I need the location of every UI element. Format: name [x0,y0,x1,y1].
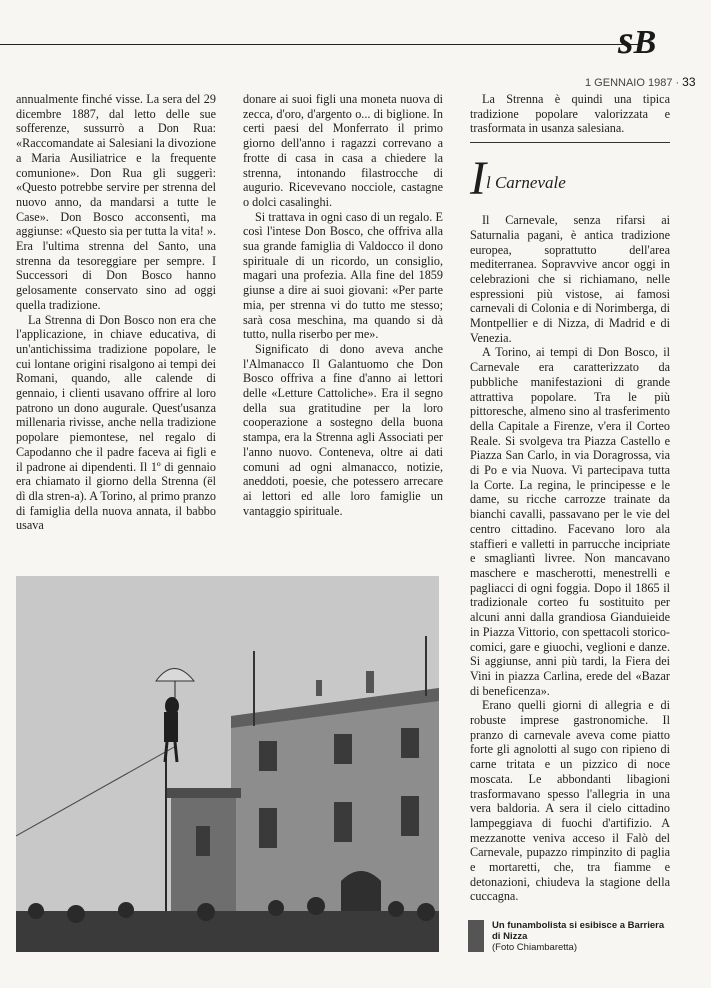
page-number: 33 [682,75,696,89]
column-3 [470,92,670,904]
paragraph: Significato di dono aveva anche l'Almanacco Il Galantuomo che Don Bosco offriva a fine d'anno ai lettori delle «Letture Cattoliche». Era il segno della sua gratitudine per la loro cooperazione a sostegno della buona stampa, era la Strenna agli Associati per l'anno nuovo. Conteneva, oltre ai dati comuni ad ogni almanacco, notizie, aneddoti, poesie, che potessero arrecare ai lettori ed alle loro famiglie un vantaggio spirituale. [243,341,443,518]
folio [585,75,696,89]
section-heading [470,152,670,206]
paragraph: Si trattava in ogni caso di un regalo. E così l'intese Don Bosco, che offriva alla sua grande famiglia di Valdocco il dono spirituale di un ricordo, un consiglio, magari una profezia. Alla fine del 1859 giunse a dire ai suoi giovani: «Per parte mia, per strenna vi do tutto me stesso; sarà cosa meschina, ma quando si dà tutto, nulla riserbo per me». [243,209,443,342]
paragraph: annualmente finché visse. La sera del 29 dicembre 1887, dal letto delle sue sofferenze, sussurrò a Don Rua: «Raccomandate ai Salesiani la divozione a Maria Ausiliatrice e la frequente comunione». Don Rua gli suggerì: «Questo potrebbe servire per strenna del nuovo anno, da mandarsi a tutte le Case». Don Bosco acconsentì, ma aggiunse: «Questo sia per tutta la vita! ». Era l'ultima strenna del Santo, una strenna da tesoreggiare per sempre. I Successori di Don Bosco hanno gelosamente conservato sino ad oggi quella tradizione. [16,92,216,312]
paragraph: donare ai suoi figli una moneta nuova di zecca, d'oro, d'argento o... di biglione. In certi paesi del Monferrato il primo giorno dell'anno i ragazzi correvano a frotte di casa in casa a chiedere la strenna, intonando filastrocche di augurio. Ricevevano nocciole, castagne o dolci casalinghi. [243,92,443,209]
paragraph: La Strenna di Don Bosco non era che l'applicazione, in chiave educativa, di un'antichissima tradizione popolare, le cui lontane origini risalgono ai tempi dei Romani, quando, alle calende di gennaio, i clienti usavano offrire al loro patrono un dono augurale. Quest'usanza millenaria rivisse, anche nella tradizione popolare piemontese, nel regalo di Capodanno che il padre faceva ai figli e il padrone ai dipendenti. Il 1º di gennaio era chiamato il giorno della Strenna (ël dì dla stren-a). A Torino, al primo pranzo di famiglia della nuova annata, il babbo usava [16,312,216,533]
paragraph: A Torino, ai tempi di Don Bosco, il Carnevale era caratterizzato da pubbliche manifestazioni di grande attrattiva popolare. Tra le più pittoresche, almeno sino al trasferimento della Capitale a Firenze, v'era il Corteo Reale. Si svolgeva tra Piazza Castello e Piazza San Carlo, in via Doragrossa, via di Po e via Nuova. Vi partecipava tutta la Corte. La regina, le principesse e le dame, su ricche carrozze trainate da bianchi cavalli, passavano per le vie del centro cittadino. Facevano loro ala staffieri e valletti in parrucche incipriate e smagliantì livree. Non mancavano maschere e mascherotti, menestrelli e pagliacci di ogni foggia. Dopo il 1865 il tradizionale corteo fu sostituito per alcuni anni dalla grandiosa Gianduieide in Piazza Vittorio, con spettacoli storico-comici, gare e giuochi, veglioni e danze. Si aggiunse, anni più tardi, la Fiera dei Vini in piazza Carlina, erede del «Bazar di beneficenza». [470,345,670,698]
caption-title: Un funambolista si esibisce a Barriera di Nizza [492,920,665,942]
drop-initial: I [470,152,486,206]
folio-date: 1 GENNAIO 1987 · [585,77,680,89]
column-1 [16,92,216,533]
column-2 [243,92,443,518]
caption-marker [468,920,484,952]
section-divider [470,142,670,143]
photo-tightrope-walker [16,576,439,952]
paragraph: Erano quelli giorni di allegria e di robuste imprese gastronomiche. Il pranzo di carnevale aveva come piatto forte gli agnolotti al sugo con ripieno di carne tritata e un pizzico di noce moscata. Le abbondanti libagioni trasformavano spesso l'allegria in una vera baldoria. A sera il cielo cittadino lampeggiava di fuochi d'artifizio. A mezzanotte veniva acceso il Falò del Carnevale, pupazzo rimpinzito di paglia e mortaretti, che, tra fiamme e detonazioni, chiudeva la stagione della cuccagna. [470,698,670,904]
paragraph: Il Carnevale, senza rifarsi ai Saturnalia pagani, è antica tradizione europea, soprattutto dell'area mediterranea. Sopravvive ancor oggi in celebrazioni che si richiamano, nelle espressioni più vistose, ai famosi carnevali di Colonia e di Norimberga, di Montpellier e di Nizza, di Madrid e di Venezia. [470,213,670,345]
caption-credit: (Foto Chiambaretta) [492,942,578,953]
header-rule [0,44,640,45]
heading-text: l Carnevale [485,173,566,193]
magazine-logo: sB [618,17,657,62]
photo-caption [492,920,672,953]
paragraph: La Strenna è quindi una tipica tradizione popolare valorizzata e trasformata in usanza salesiana. [470,92,670,136]
